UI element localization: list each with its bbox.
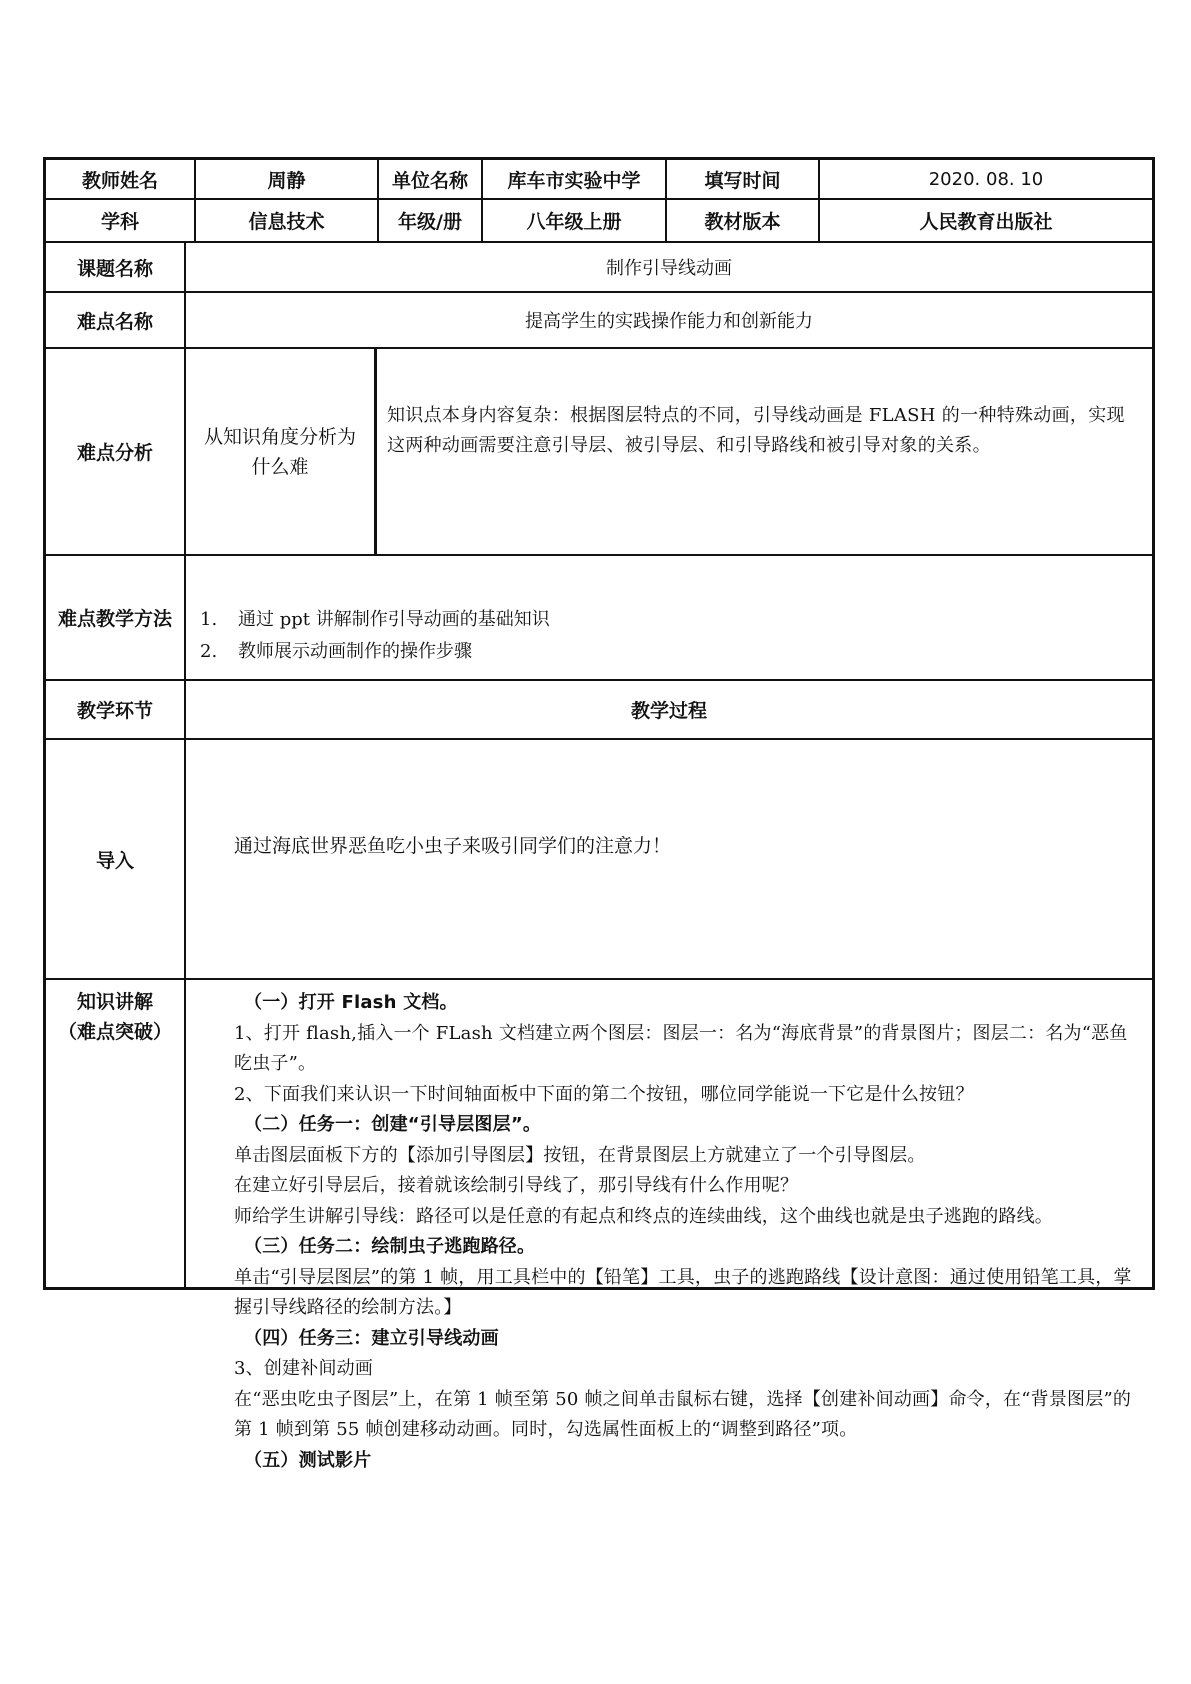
analysis-label: 难点分析 (76, 442, 153, 464)
section-heading: （三）任务二：绘制虫子逃跑路径。 (244, 1236, 536, 1257)
paragraph: 3、创建补间动画 (234, 1358, 374, 1379)
method-item-text: 通过 ppt 讲解制作引导动画的基础知识 (238, 609, 550, 630)
method-label: 难点教学方法 (57, 608, 172, 630)
method-item (200, 604, 1152, 636)
date-label: 填写时间 (665, 160, 818, 198)
knowledge-label-line2: （难点突破） (57, 1021, 172, 1043)
paragraph: 师给学生讲解引导线：路径可以是任意的有起点和终点的连续曲线，这个曲线也就是虫子逃跑的路线。 (234, 1205, 1053, 1227)
topic-value: 制作引导线动画 (184, 243, 1152, 291)
stage-value: 教学过程 (184, 681, 1152, 738)
teacher-label: 教师姓名 (81, 169, 158, 192)
knowledge-label (46, 980, 184, 1287)
lesson-plan-table (43, 157, 1155, 1471)
analysis-row (43, 349, 1155, 556)
edition-label: 教材版本 (665, 200, 818, 241)
teacher-value: 周静 (194, 160, 377, 198)
unit-label: 单位名称 (377, 160, 481, 198)
method-item-number: 2. (200, 641, 218, 662)
subject-label: 学科 (100, 211, 139, 233)
analysis-text: 知识点本身内容复杂：根据图层特点的不同，引导线动画是 FLASH 的一种特殊动画，实现这两种动画需要注意引导层、被引导层、和引导路线和被引导对象的关系。 (374, 349, 1152, 554)
header-row-1 (43, 157, 1155, 200)
subject-value: 信息技术 (194, 200, 377, 241)
paragraph: 1、打开 flash,插入一个 FLash 文档建立两个图层：图层一：名为“海底背景”的背景图片；图层二：名为“恶鱼吃虫子”。 (234, 1022, 1128, 1074)
section-heading: （二）任务一：创建“引导层图层”。 (244, 1114, 542, 1135)
paragraph: 在建立好引导层后，接着就该绘制引导线了，那引导线有什么作用呢？ (234, 1175, 799, 1196)
paragraph: 单击图层面板下方的【添加引导图层】按钮，在背景图层上方就建立了一个引导图层。 (234, 1144, 926, 1166)
intro-cell (184, 740, 1152, 978)
paragraph: 2、下面我们来认识一下时间轴面板中下面的第二个按钮，哪位同学能说一下它是什么按钮？ (234, 1083, 974, 1105)
paragraph: 在“恶虫吃虫子图层”上，在第 1 帧至第 50 帧之间单击鼠标右键，选择【创建补间动画】命令，在“背景图层”的第 1 帧到第 55 帧创建移动动画。同时，勾选属性面板上的“调整到路径”项。 (234, 1388, 1132, 1440)
knowledge-row (43, 980, 1155, 1471)
intro-text: 通过海底世界恶鱼吃小虫子来吸引同学们的注意力！ (234, 835, 672, 857)
section-heading: （五）测试影片 (244, 1449, 372, 1471)
grade-label: 年级/册 (377, 200, 481, 241)
knowledge-label-line1: 知识讲解 (76, 991, 153, 1013)
stage-label: 教学环节 (76, 700, 153, 722)
difficulty-label: 难点名称 (76, 310, 153, 333)
method-item-number: 1. (200, 609, 218, 630)
section-heading: （一）打开 Flash 文档。 (244, 992, 458, 1013)
header-row-2 (43, 200, 1155, 243)
topic-row (43, 243, 1155, 293)
method-list (184, 556, 1152, 679)
stage-row (43, 681, 1155, 740)
paragraph: 单击“引导层图层”的第 1 帧，用工具栏中的【铅笔】工具，虫子的逃跑路线【设计意图：通过使用铅笔工具，掌握引导线路径的绘制方法。】 (234, 1266, 1132, 1318)
grade-value: 八年级上册 (481, 200, 665, 241)
intro-label: 导入 (95, 849, 134, 872)
difficulty-row (43, 293, 1155, 349)
analysis-sub-label: 从知识角度分析为什么难 (184, 349, 374, 554)
difficulty-value: 提高学生的实践操作能力和创新能力 (184, 293, 1152, 347)
edition-value: 人民教育出版社 (818, 200, 1152, 241)
date-value: 2020. 08. 10 (818, 160, 1152, 198)
unit-value: 库车市实验中学 (481, 160, 665, 198)
knowledge-content (184, 980, 1152, 1471)
method-row (43, 556, 1155, 681)
topic-label: 课题名称 (76, 257, 153, 280)
method-item (200, 636, 1152, 668)
section-heading: （四）任务三：建立引导线动画 (244, 1327, 499, 1349)
method-item-text: 教师展示动画制作的操作步骤 (238, 641, 472, 662)
intro-row (43, 740, 1155, 980)
